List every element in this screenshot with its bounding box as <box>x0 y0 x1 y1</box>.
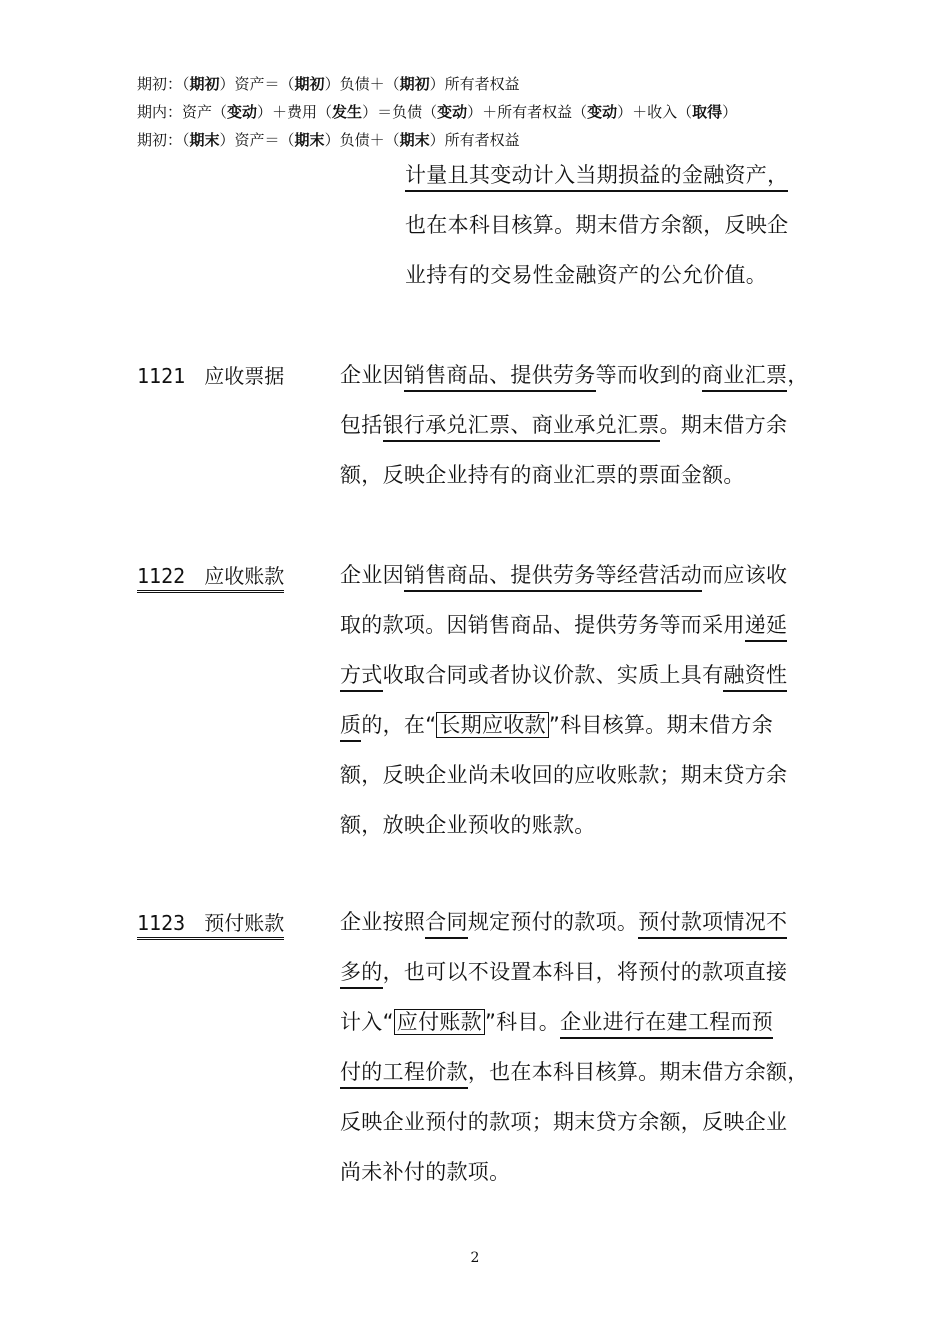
account-1121-description: 企业因销售商品、提供劳务等而收到的商业汇票， 包括银行承兑汇票、商业承兑汇票。期末借方余 额，反映企业持有的商业汇票的票面金额。 <box>340 363 809 487</box>
account-code: 1121 <box>137 364 186 388</box>
boxed-account-reference: 长期应收款 <box>436 712 549 738</box>
account-name: 预付账款 <box>204 911 285 935</box>
account-1123-description: 企业按照合同规定预付的款项。预付款项情况不 多的，也可以不设置本科目，将预付的款项直接 计入“ 应付账款 ”科目。企业进行在建工程而预 付的工程价款，也在本科目核算。期末借方余额， 反映企业预付的款项；期末贷方余额，反映企业 尚未补付的款项。 <box>340 910 809 1184</box>
underlined-text: 计量且其变动计入当期损益的金融资产， <box>405 163 788 192</box>
header-line-2: 期内：资产（变动）＋费用（发生）＝负债（变动）＋所有者权益（变动）＋收入（取得） <box>137 103 738 121</box>
account-1121-heading <box>137 362 284 390</box>
header-line-1: 期初：（期初）资产＝（期初）负债＋（期初）所有者权益 <box>137 75 520 93</box>
continuation-paragraph: 计量且其变动计入当期损益的金融资产， 也在本科目核算。期末借方余额，反映企 业持有的交易性金融资产的公允价值。 <box>405 163 789 287</box>
account-1123-heading <box>137 909 284 937</box>
account-name: 应收账款 <box>204 564 285 588</box>
account-code: 1122 <box>137 564 186 588</box>
boxed-account-reference: 应付账款 <box>394 1009 485 1035</box>
account-1122-heading <box>137 562 284 590</box>
account-name: 应收票据 <box>204 364 285 388</box>
account-1122-description: 企业因销售商品、提供劳务等经营活动而应该收 取的款项。因销售商品、提供劳务等而采用递延 方式收取合同或者协议价款、实质上具有融资性 质的，在“ 长期应收款 ”科目核算。期末借方余 额，反映企业尚未收回的应收账款；期末贷方余 额，放映企业预收的账款。 <box>340 563 788 837</box>
header-line-3: 期初：（期末）资产＝（期末）负债＋（期末）所有者权益 <box>137 131 520 149</box>
account-code: 1123 <box>137 911 186 935</box>
page-number: 2 <box>470 1250 480 1266</box>
